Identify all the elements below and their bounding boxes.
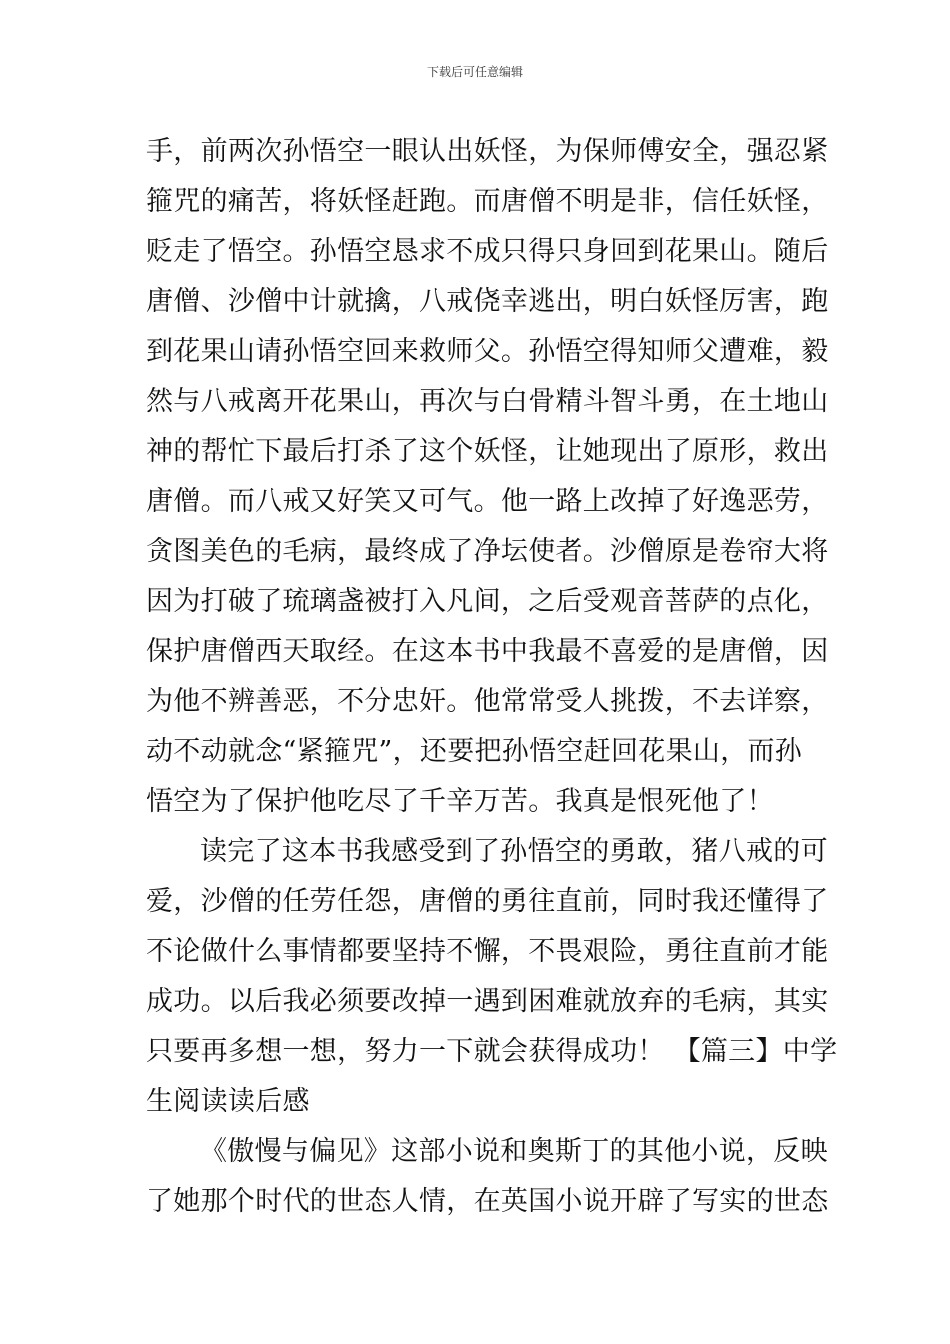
- text-line: 只要再多想一想，努力一下就会获得成功！ 【篇三】中学: [146, 1036, 838, 1067]
- text-line: 爱，沙僧的任劳任怨，唐僧的勇往直前，同时我还懂得了: [146, 886, 829, 917]
- text-line: 神的帮忙下最后打杀了这个妖怪，让她现出了原形，救出: [146, 436, 829, 467]
- text-line: 贬走了悟空。孙悟空恳求不成只得只身回到花果山。随后: [146, 236, 829, 267]
- text-line: 生阅读读后感: [146, 1086, 310, 1117]
- text-line: 成功。以后我必须要改掉一遇到困难就放弃的毛病，其实: [146, 986, 829, 1017]
- text-line: 因为打破了琉璃盏被打入凡间，之后受观音菩萨的点化，: [146, 586, 829, 617]
- text-line: 为他不辨善恶，不分忠奸。他常常受人挑拨，不去详察，: [146, 686, 829, 717]
- paragraph-start-line: 《傲慢与偏见》这部小说和奥斯丁的其他小说，反映: [200, 1136, 828, 1167]
- text-line: 箍咒的痛苦，将妖怪赶跑。而唐僧不明是非，信任妖怪，: [146, 186, 829, 217]
- text-line: 然与八戒离开花果山，再次与白骨精斗智斗勇，在土地山: [146, 386, 829, 417]
- text-line: 了她那个时代的世态人情，在英国小说开辟了写实的世态: [146, 1186, 829, 1217]
- text-line: 唐僧、沙僧中计就擒，八戒侥幸逃出，明白妖怪厉害，跑: [146, 286, 829, 317]
- text-line: 到花果山请孙悟空回来救师父。孙悟空得知师父遭难，毅: [146, 336, 829, 367]
- page-header: 下载后可任意编辑: [426, 65, 523, 79]
- text-line: 保护唐僧西天取经。在这本书中我最不喜爱的是唐僧，因: [146, 636, 829, 667]
- text-line: 手，前两次孙悟空一眼认出妖怪，为保师傅安全，强忍紧: [146, 136, 829, 167]
- text-line: 贪图美色的毛病，最终成了净坛使者。沙僧原是卷帘大将: [146, 536, 829, 567]
- paragraph-start-line: 读完了这本书我感受到了孙悟空的勇敢，猪八戒的可: [200, 836, 828, 867]
- text-line: 动不动就念“紧箍咒”，还要把孙悟空赶回花果山，而孙: [146, 736, 803, 767]
- text-line: 唐僧。而八戒又好笑又可气。他一路上改掉了好逸恶劳，: [146, 486, 829, 517]
- body-text: [146, 127, 838, 1227]
- text-line: 不论做什么事情都要坚持不懈，不畏艰险，勇往直前才能: [146, 936, 829, 967]
- text-line: 悟空为了保护他吃尽了千辛万苦。我真是恨死他了！: [146, 786, 774, 817]
